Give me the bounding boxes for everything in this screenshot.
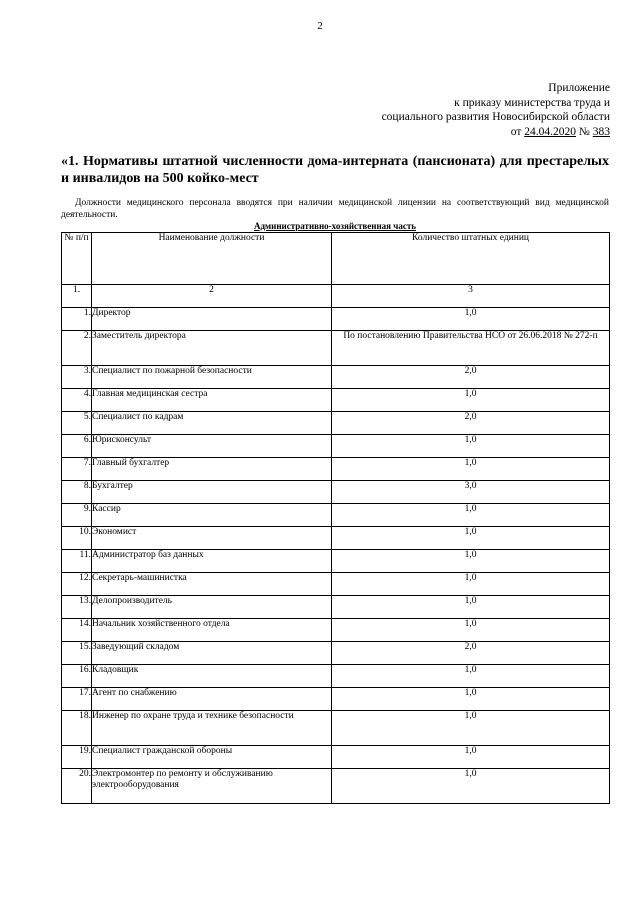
- staff-quantity: 2,0: [332, 642, 610, 665]
- table-row: [62, 527, 610, 550]
- number-sign: №: [576, 125, 593, 138]
- staff-quantity: 1,0: [332, 769, 610, 804]
- staff-quantity: 1,0: [332, 308, 610, 331]
- position-name: Начальник хозяйственного отдела: [92, 619, 332, 642]
- staff-quantity: 1,0: [332, 435, 610, 458]
- staff-quantity: 2,0: [332, 366, 610, 389]
- staff-quantity: 1,0: [332, 746, 610, 769]
- column-index-1: 1.: [62, 285, 92, 308]
- staff-quantity: 2,0: [332, 412, 610, 435]
- row-number: 19.: [62, 746, 92, 769]
- row-number: 18.: [62, 711, 92, 746]
- table-row: [62, 746, 610, 769]
- staff-quantity: 1,0: [332, 619, 610, 642]
- table-row: [62, 481, 610, 504]
- position-name: Секретарь-машинистка: [92, 573, 332, 596]
- row-number: 10.: [62, 527, 92, 550]
- table-row: [62, 688, 610, 711]
- staff-quantity: 1,0: [332, 389, 610, 412]
- position-name: Делопроизводитель: [92, 596, 332, 619]
- row-number: 3.: [62, 366, 92, 389]
- staff-quantity: 1,0: [332, 573, 610, 596]
- staff-quantity: 1,0: [332, 688, 610, 711]
- table-row: [62, 596, 610, 619]
- row-number: 16.: [62, 665, 92, 688]
- staff-quantity: 1,0: [332, 527, 610, 550]
- row-number: 17.: [62, 688, 92, 711]
- column-index-row: [62, 285, 610, 308]
- medical-staff-note: Должности медицинского персонала вводятся при наличии медицинской лицензии на соответствующий вид медицинской деятельности.: [61, 198, 609, 220]
- appendix-line-4: [280, 125, 610, 140]
- position-name: Заведующий складом: [92, 642, 332, 665]
- table-row: [62, 573, 610, 596]
- row-number: 20.: [62, 769, 92, 804]
- appendix-line-2: к приказу министерства труда и: [454, 96, 610, 109]
- row-number: 6.: [62, 435, 92, 458]
- position-name: Специалист гражданской обороны: [92, 746, 332, 769]
- table-header-row: [62, 233, 610, 285]
- appendix-prefix: от: [510, 125, 525, 138]
- position-name: Экономист: [92, 527, 332, 550]
- staff-table: [61, 232, 610, 804]
- row-number: 15.: [62, 642, 92, 665]
- position-name: Кладовщик: [92, 665, 332, 688]
- staff-quantity: 1,0: [332, 711, 610, 746]
- row-number: 12.: [62, 573, 92, 596]
- appendix-line-1: Приложение: [548, 82, 610, 94]
- position-name: Администратор баз данных: [92, 550, 332, 573]
- staff-quantity: 1,0: [332, 596, 610, 619]
- staff-quantity: 1,0: [332, 458, 610, 481]
- row-number: 4.: [62, 389, 92, 412]
- column-index-3: 3: [332, 285, 610, 308]
- appendix-block: [280, 81, 610, 139]
- header-name: Наименование должности: [92, 233, 332, 285]
- position-name: Юрисконсульт: [92, 435, 332, 458]
- position-name: Агент по снабжению: [92, 688, 332, 711]
- position-name: Специалист по пожарной безопасности: [92, 366, 332, 389]
- position-name: Главная медицинская сестра: [92, 389, 332, 412]
- position-name: Специалист по кадрам: [92, 412, 332, 435]
- table-row: [62, 504, 610, 527]
- position-name: Заместитель директора: [92, 331, 332, 366]
- table-row: [62, 711, 610, 746]
- table-row: [62, 665, 610, 688]
- header-qty: Количество штатных единиц: [332, 233, 610, 285]
- row-number: 9.: [62, 504, 92, 527]
- table-row: [62, 550, 610, 573]
- order-date: 24.04.2020: [524, 125, 577, 138]
- staff-quantity: 3,0: [332, 481, 610, 504]
- staff-quantity: 1,0: [332, 550, 610, 573]
- position-name: Директор: [92, 308, 332, 331]
- column-index-2: 2: [92, 285, 332, 308]
- position-name: Электромонтер по ремонту и обслуживанию электрооборудования: [92, 769, 332, 804]
- table-row: [62, 619, 610, 642]
- row-number: 1.: [62, 308, 92, 331]
- staff-quantity: По постановлению Правительства НСО от 26.06.2018 № 272-п: [332, 331, 610, 366]
- table-row: [62, 308, 610, 331]
- row-number: 11.: [62, 550, 92, 573]
- row-number: 14.: [62, 619, 92, 642]
- table-row: [62, 366, 610, 389]
- table-row: [62, 435, 610, 458]
- row-number: 5.: [62, 412, 92, 435]
- page-number: 2: [317, 20, 323, 32]
- table-row: [62, 642, 610, 665]
- order-number: 383: [592, 125, 610, 138]
- document-title: «1. Нормативы штатной численности дома-интерната (пансионата) для престарелых и инвалидов на 500 койко-мест: [61, 154, 609, 186]
- table-row: [62, 412, 610, 435]
- row-number: 13.: [62, 596, 92, 619]
- position-name: Кассир: [92, 504, 332, 527]
- position-name: Инженер по охране труда и технике безопасности: [92, 711, 332, 746]
- table-row: [62, 769, 610, 804]
- table-row: [62, 389, 610, 412]
- staff-quantity: 1,0: [332, 665, 610, 688]
- row-number: 2.: [62, 331, 92, 366]
- appendix-line-3: социального развития Новосибирской области: [381, 111, 610, 123]
- position-name: Главный бухгалтер: [92, 458, 332, 481]
- staff-quantity: 1,0: [332, 504, 610, 527]
- position-name: Бухгалтер: [92, 481, 332, 504]
- section-caption: Административно-хозяйственная часть: [253, 221, 417, 231]
- row-number: 7.: [62, 458, 92, 481]
- row-number: 8.: [62, 481, 92, 504]
- table-row: [62, 331, 610, 366]
- header-num: № п/п: [62, 233, 92, 285]
- table-row: [62, 458, 610, 481]
